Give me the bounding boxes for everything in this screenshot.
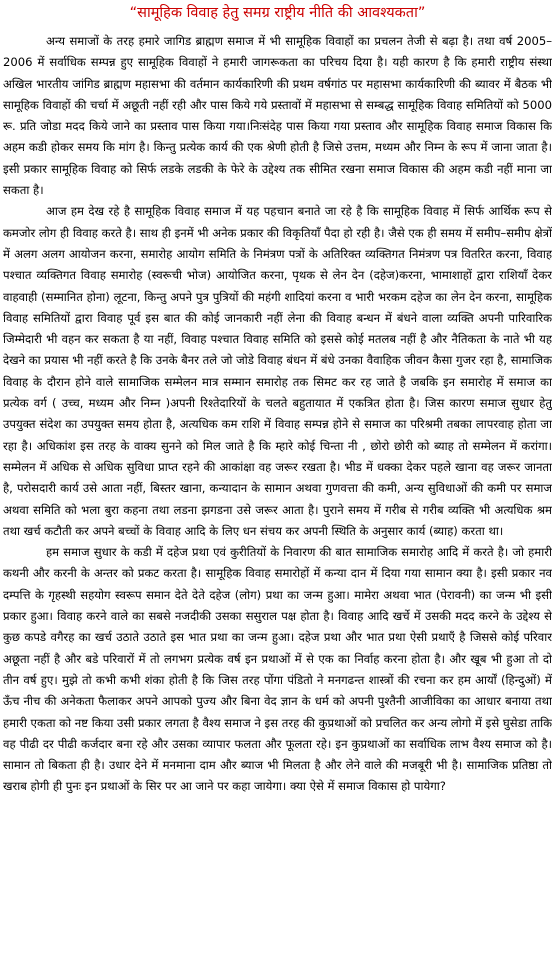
document-title: “सामूहिक विवाह हेतु समग्र राष्ट्रीय नीति की आवश्यकता” (129, 5, 426, 21)
document-page (3, 0, 552, 960)
paragraph-2: आज हम देख रहे है सामूहिक विवाह समाज में यह पहचान बनाते जा रहे है कि सामूहिक विवाह में सिर्फ आर्थिक रूप से कमजोर लोग ही विवाह करते है। साथ ही इनमें भी अनेक प्रकार की विकृतियाँ पैदा हो रही है। जैसे एक ही समय में समीप–समीप क्षेत्रों में अलग अलग आयोजन करना, समारोह आयोग समिति के निमंत्रण पत्रों के अतिरिक्त व्यक्तिगत निमंत्रण पत्र वितरित करना, विवाह पश्चात व्यक्तिगत विवाह समारोह (स्वरूची भोज) आयोजित करना, पृथक से लेन देन (दहेज)करना, भामाशाहों द्वारा राशियाँ देकर वाहवाही (सम्मानित होना) लूटना, किन्तु अपने पुत्र पुत्रियों की महंगी शादियां करना व भारी भरकम दहेज का लेन देन करना, सामूहिक विवाह समितियों द्वारा विवाह पूर्व इस बात की कोई जानकारी नहीं लेना की विवाह बन्धन में बंधने वाला व्यक्ति अपनी पारिवारिक जिम्मेदारी भी वहन कर सकता है या नहीं, विवाह पश्चात विवाह समिति को इससे कोई मतलब नहीं है और नैतिकता के नाते भी यह देखने का प्रयास भी नहीं करते है कि उनके बैनर तले जो जोडे विवाह बंधन में बंधे उनका वैवाहिक जीवन कैसा गुजर रहा है, सामाजिक विवाह के दौरान होने वाले सामाजिक सम्मेलन मात्र सम्मान समारोह तक सिमट कर रह जाते है जबकि इन समारोह में समाज का प्रत्येक वर्ग ( उच्च, मध्यम और निम्न )अपनी रिश्तेदारियों के चलते बहुतायात में एकत्रित होता है। जिस कारण समाज सुधार हेतु उपयुक्त संदेश का उपयुक्त समय होता है, अत्यधिक कम राशि में विवाह सम्पन्न होने से समाज का परिश्रमी तबका लापरवाह होता जा रहा है। अधिकांश इस तरह के वाक्य सुनने को मिल जाते है कि म्हारे कोई चिन्ता नी , छोरो छोरी को ब्याह तो सम्मेलन में करांगा।सम्मेलन में अधिक से अधिक सुविधा प्राप्त रहने की आकांक्षा वह जरूर रखता है। भीड में धक्का देकर पहले खाना वह जरूर जानता है, परोसदारी कार्य उसे आता नहीं, बिस्तर खाना, कन्यादान के सामान अथवा गुणवत्ता की कमी, अन्य सुविधाओं की कमी पर समाज अथवा समिति को भला बुरा कहना तथा लडना झगडना उसे जरूर आता है। पुराने समय में गरीब से गरीब व्यक्ति भी अत्यधिक श्रम तथा खर्च कटौती कर अपने बच्चों के विवाह आदि के लिए धन संचय कर अपनी स्थिति के अनुसार कार्य (ब्याह) करता था। (3, 204, 552, 538)
paragraph-3: हम समाज सुधार के कडी में दहेज प्रथा एवं कुरीतियों के निवारण की बात सामाजिक समारोह आदि में करते है। जो हमारी कथनी और करनी के अन्तर को प्रकट करता है। सामूहिक विवाह समारोहों में कन्या दान में दिया गया सामान क्या है। इसी प्रकार नव दम्पत्ति के गृहस्थी सहयोग स्वरूप समान देते देते दहेज (लोग) प्रथा का जन्म हुआ। मामेरा अथवा भात (पेरावनी) का जन्म भी इसी प्रकार हुआ। विवाह करने वाले का सबसे नजदीकी उसका ससुराल पक्ष होता है। विवाह आदि खर्चे में उसकी मदद करने के उद्देश्य से कुछ कपडे वगैरह का खर्च उठाते उठाते इस भात प्रथा का जन्म हुआ। दहेज प्रथा और भात प्रथा ऐसी प्रथाएँ है जिससे कोई परिवार अछूता नहीं है और बडे परिवारों में तो लगभग प्रत्येक वर्ष इन प्रथाओं में से एक का निर्वाह करना होता है। और खूब भी हुआ तो दो तीन वर्ष हुए। मुझे तो कभी कभी शंका होती है कि जिस तरह पोंगा पंडितो ने मनगढन्त शास्त्रों की रचना कर हम आर्यों (हिन्दुओं) में ऊँच नीच की अनेकता फैलाकर अपने आपको पुज्य और बिना वेद ज्ञान के धर्म को अपनी पुश्तैनी आजीविका का आधार बनाया तथा हमारी एकता को नष्ट किया उसी प्रकार लगता है वैश्य समाज ने इस तरह की कुप्रथाओं को प्रचलित कर अन्य लोगो में इसे घुसेडा ताकि वह पीढी दर पीढी कर्जदार बना रहे और उसका व्यापार फलता और फूलता रहे। इन कुप्रथाओं का सर्वाधिक लाभ वैश्य समाज को है। सामान तो बिकता ही है। उधार देने में मनमाना दाम और ब्याज भी मिलता है और लेने वाले की मजबूरी भी है। सामाजिक प्रतिष्ठा तो खराब होगी ही पुनः इन प्रथाओं के सिर पर आ जाने पर कहा जायेगा। क्या ऐसे में समाज विकास हो पायेगा? (3, 545, 552, 794)
paragraph-1: अन्य समाजों के तरह हमारे जागिड ब्राह्मण समाज में भी सामूहिक विवाहों का प्रचलन तेजी से बढ़ा है। तथा वर्ष 2005–2006 में सर्वाधिक सम्पन्न हुए सामूहिक विवाहों ने हमारी जागरूकता का परिचय दिया है। यही कारण है कि हमारी राष्ट्रीय संस्था अखिल भारतीय जांगिड ब्राह्मण महासभा की वर्तमान कार्यकारिणी की प्रथम वर्षगांठ पर महासभा कार्यकारिणी की ब्यावर में बैठक भी सामूहिक विवाहों की चर्चा में अछूती नहीं रही और पास किये गये प्रस्तावों में महासभा से सम्बद्ध सामूहिक विवाह समितियों को 5000 रू. प्रति जोडा मदद किये जाने का प्रस्ताव पास किया गया।निःसंदेह पास किया गया प्रस्ताव और सामूहिक विवाह समाज विकास कि अहम कडी होकर समय कि मांग है। किन्तु प्रत्येक कार्य की एक श्रेणी होती है जिसे उत्तम, मध्यम और निम्न के रूप में जाना जाता है। इसी प्रकार सामूहिक विवाह को सिर्फ लडके लडकी के फेरे के उद्देश्य तक सीमित रखना समाज विकास की अहम कडी नहीं माना जा सकता है। (3, 34, 552, 198)
